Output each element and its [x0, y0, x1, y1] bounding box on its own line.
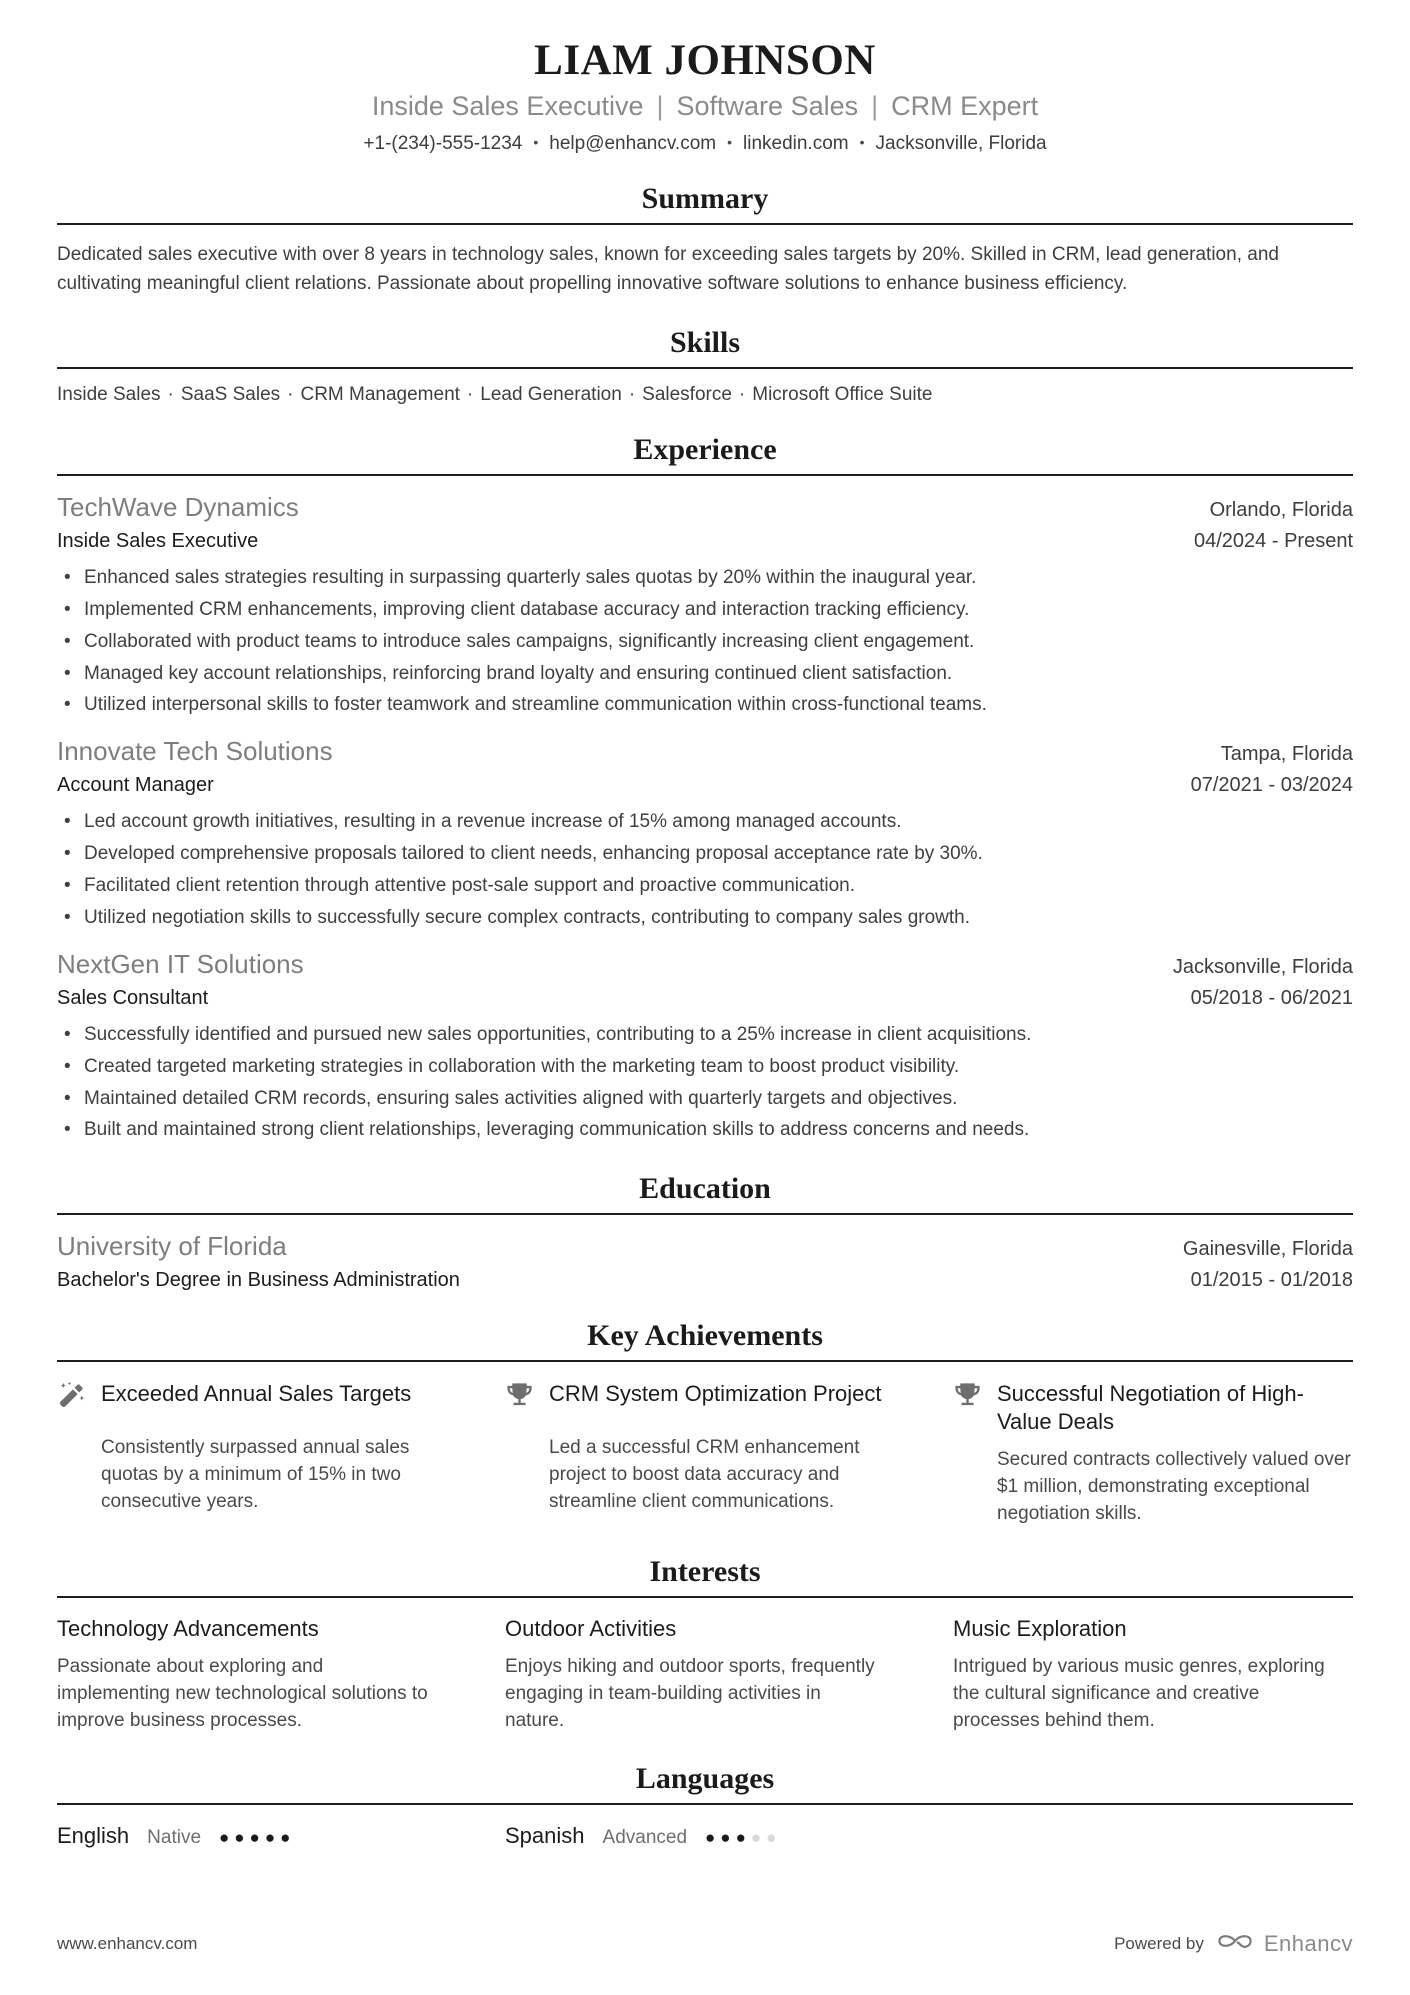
skill-separator: · [466, 383, 474, 405]
section-achievements [57, 1319, 1353, 1528]
achievement-title: CRM System Optimization Project [549, 1381, 882, 1407]
bullet-item: • Managed key account relationships, reinforcing brand loyalty and ensuring continued client satisfaction. [57, 660, 1353, 689]
interest-text: Enjoys hiking and outdoor sports, frequently engaging in team-building activities in nature. [505, 1656, 875, 1732]
languages-heading: Languages [635, 1762, 775, 1796]
job-entry [57, 492, 1353, 720]
section-languages [57, 1762, 1353, 1849]
achievement-text: Led a successful CRM enhancement project to boost data accuracy and streamline client communications. [549, 1436, 860, 1512]
summary-heading: Summary [641, 182, 769, 215]
job-bullets [57, 1021, 1353, 1146]
contact-link: linkedin.com [743, 133, 849, 154]
job-dates: 04/2024 - Present [1194, 529, 1353, 552]
enhancv-brand-link[interactable] [1214, 1928, 1353, 1959]
section-divider [57, 1803, 1353, 1805]
skill-item: Lead Generation [480, 383, 622, 405]
section-divider [57, 474, 1353, 476]
job-company: TechWave Dynamics [57, 491, 299, 522]
language-level: Advanced [602, 1827, 688, 1849]
title-part: CRM Expert [891, 91, 1039, 121]
interest-title: Music Exploration [953, 1616, 1127, 1642]
job-role: Sales Consultant [57, 986, 209, 1009]
contact-line [57, 133, 1353, 155]
interest-item [953, 1616, 1353, 1735]
education-location: Gainesville, Florida [1182, 1238, 1353, 1261]
job-location: Orlando, Florida [1209, 498, 1353, 521]
job-dates: 07/2021 - 03/2024 [1190, 774, 1353, 797]
powered-by [1114, 1928, 1353, 1959]
person-title [57, 91, 1353, 122]
section-education [57, 1172, 1353, 1292]
skill-item: Inside Sales [57, 383, 161, 405]
language-item [57, 1823, 457, 1849]
achievement-item [505, 1380, 905, 1528]
bullet-item: • Facilitated client retention through attentive post-sale support and proactive communication. [57, 872, 1353, 901]
bullet-item: • Enhanced sales strategies resulting in surpassing quarterly sales quotas by 20% within the inaugural year. [57, 564, 1353, 593]
skill-separator: · [287, 383, 294, 405]
job-location: Tampa, Florida [1220, 743, 1353, 766]
job-dates: 05/2018 - 06/2021 [1190, 986, 1353, 1009]
bullet-item: • Built and maintained strong client relationships, leveraging communication skills to address concerns and needs. [57, 1116, 1353, 1145]
achievement-text: Secured contracts collectively valued over $1 million, demonstrating exceptional negotiation skills. [997, 1449, 1351, 1525]
person-name: LIAM JOHNSON [534, 37, 876, 84]
skill-item: Salesforce [642, 383, 732, 405]
section-experience [57, 433, 1353, 1145]
section-divider [57, 1596, 1353, 1598]
trophy-icon [505, 1381, 534, 1410]
interest-title: Outdoor Activities [505, 1616, 677, 1642]
bullet-item: • Developed comprehensive proposals tailored to client needs, enhancing proposal acceptance rate by 30%. [57, 840, 1353, 869]
language-dots: ●●●●● [219, 1828, 296, 1848]
section-divider [57, 367, 1353, 369]
bullet-item: • Implemented CRM enhancements, improving client database accuracy and interaction tracking efficiency. [57, 596, 1353, 625]
experience-heading: Experience [633, 432, 777, 466]
bullet-item: • Utilized interpersonal skills to foster teamwork and streamline communication within cross-functional teams. [57, 691, 1353, 720]
trophy-icon [953, 1381, 982, 1410]
language-name: Spanish [505, 1823, 585, 1849]
bullet-item: • Utilized negotiation skills to successfully secure complex contracts, contributing to company sales growth. [57, 904, 1353, 933]
footer-site-link[interactable]: www.enhancv.com [57, 1933, 198, 1953]
bullet-item: • Collaborated with product teams to introduce sales campaigns, significantly increasing client engagement. [57, 628, 1353, 657]
bullet-item: • Maintained detailed CRM records, ensuring sales activities aligned with quarterly targets and objectives. [57, 1085, 1353, 1114]
achievement-title: Exceeded Annual Sales Targets [101, 1381, 412, 1407]
enhancv-brand: Enhancv [1263, 1930, 1353, 1956]
title-part: Inside Sales Executive [371, 91, 644, 121]
language-dots: ●●●●● [705, 1828, 782, 1848]
section-interests [57, 1555, 1353, 1735]
bullet-item: • Led account growth initiatives, resulting in a revenue increase of 15% among managed accounts. [57, 808, 1353, 837]
skill-separator: · [167, 383, 174, 405]
job-location: Jacksonville, Florida [1172, 955, 1353, 978]
job-role: Inside Sales Executive [57, 529, 259, 552]
education-school: University of Florida [57, 1231, 287, 1262]
interests-heading: Interests [649, 1555, 761, 1589]
education-dates: 01/2015 - 01/2018 [1190, 1269, 1353, 1292]
contact-separator: • [727, 134, 732, 150]
interest-text: Passionate about exploring and implementing new technological solutions to improve business processes. [57, 1656, 428, 1732]
achievement-item [953, 1380, 1353, 1528]
contact-separator: • [859, 134, 865, 150]
job-entry [57, 736, 1353, 933]
skill-item: Microsoft Office Suite [752, 383, 933, 405]
title-part: Software Sales [676, 91, 859, 121]
job-bullets [57, 564, 1353, 720]
title-separator: | [656, 91, 664, 121]
section-summary [57, 182, 1353, 299]
achievement-title: Successful Negotiation of High-Value Deals [997, 1381, 1304, 1434]
contact-separator: • [533, 134, 539, 150]
contact-phone: +1-(234)-555-1234 [363, 133, 523, 154]
job-company: Innovate Tech Solutions [57, 736, 333, 767]
language-item [505, 1823, 905, 1849]
job-entry [57, 949, 1353, 1146]
skill-separator: · [628, 383, 636, 405]
section-divider [57, 223, 1353, 225]
skills-list [57, 384, 1353, 406]
skill-item: SaaS Sales [180, 383, 281, 405]
interest-item [505, 1616, 905, 1735]
language-level: Native [147, 1827, 202, 1849]
section-skills [57, 326, 1353, 406]
interest-text: Intrigued by various music genres, exploring the cultural significance and creative processes behind them. [953, 1656, 1325, 1732]
job-company: NextGen IT Solutions [57, 948, 304, 979]
job-bullets [57, 808, 1353, 933]
skills-heading: Skills [669, 325, 741, 359]
achievements-heading: Key Achievements [587, 1319, 823, 1353]
interest-title: Technology Advancements [57, 1616, 319, 1642]
page-footer [57, 1928, 1353, 1959]
interest-item [57, 1616, 457, 1735]
achievement-text: Consistently surpassed annual sales quotas by a minimum of 15% in two consecutive years. [101, 1436, 410, 1512]
education-heading: Education [639, 1172, 771, 1206]
section-divider [57, 1360, 1353, 1362]
summary-text: Dedicated sales executive with over 8 years in technology sales, known for exceeding sales targets by 20%. Skilled in CRM, lead generation, and cultivating meaningful client relations. Passionate about propelling innovative software solutions to enhance business efficiency. [57, 244, 1279, 295]
language-name: English [57, 1823, 130, 1849]
education-entry [57, 1231, 1353, 1292]
powered-by-label: Powered by [1114, 1933, 1204, 1953]
achievement-item [57, 1380, 457, 1528]
magic-wand-icon [57, 1381, 86, 1410]
resume-header [57, 36, 1353, 155]
enhancv-logo-icon [1214, 1928, 1256, 1959]
job-role: Account Manager [57, 774, 214, 797]
skill-item: CRM Management [300, 383, 460, 405]
contact-email: help@enhancv.com [549, 133, 717, 154]
skill-separator: · [738, 383, 746, 405]
title-separator: | [871, 91, 879, 121]
education-degree: Bachelor's Degree in Business Administration [57, 1269, 460, 1292]
contact-location: Jacksonville, Florida [875, 133, 1047, 154]
bullet-item: • Successfully identified and pursued new sales opportunities, contributing to a 25% increase in client acquisitions. [57, 1021, 1353, 1050]
bullet-item: • Created targeted marketing strategies in collaboration with the marketing team to boost product visibility. [57, 1053, 1353, 1082]
section-divider [57, 1213, 1353, 1215]
